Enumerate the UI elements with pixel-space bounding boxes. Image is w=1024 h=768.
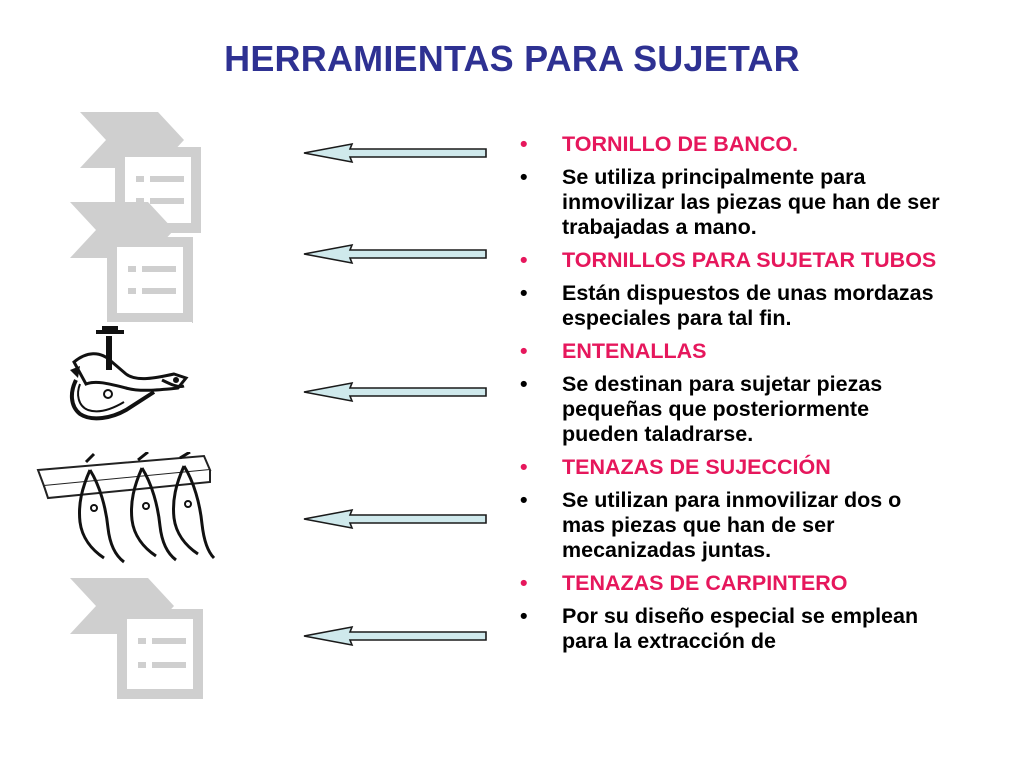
image-placeholder-icon <box>66 576 206 706</box>
bullet-marker: • <box>520 281 528 305</box>
arrow-5 <box>300 624 490 648</box>
list-item-heading <box>520 571 950 596</box>
bullet-list <box>520 132 950 662</box>
list-item-heading <box>520 339 950 364</box>
bullet-marker: • <box>520 455 528 479</box>
list-item-text: TORNILLO DE BANCO. <box>562 132 799 156</box>
image-placeholder-icon <box>66 200 206 330</box>
tenazas-sujeccion-sketch <box>34 452 220 570</box>
arrow-4 <box>300 507 490 531</box>
list-item-description <box>520 604 950 654</box>
list-item-text: Por su diseño especial se emplean para la extracción de <box>562 604 919 653</box>
bullet-marker: • <box>520 248 528 272</box>
list-item-text: Se utiliza principalmente para inmovilizar las piezas que han de ser trabajadas a mano. <box>562 165 940 239</box>
list-item-description <box>520 165 950 240</box>
list-item-text: TENAZAS DE SUJECCIÓN <box>562 455 831 479</box>
list-item-heading <box>520 455 950 480</box>
list-item-text: ENTENALLAS <box>562 339 707 363</box>
bullet-marker: • <box>520 132 528 156</box>
list-item-heading <box>520 248 950 273</box>
list-item-text: TORNILLOS PARA SUJETAR TUBOS <box>562 248 937 272</box>
arrow-2 <box>300 242 490 266</box>
list-item-text: Están dispuestos de unas mordazas especiales para tal fin. <box>562 281 934 330</box>
list-item-text: Se utilizan para inmovilizar dos o mas piezas que han de ser mecanizadas juntas. <box>562 488 902 562</box>
list-item-description <box>520 281 950 331</box>
list-item-description <box>520 488 950 563</box>
slide-title: HERRAMIENTAS PARA SUJETAR <box>224 38 800 79</box>
entenallas-sketch <box>66 322 192 426</box>
list-item-heading <box>520 132 950 157</box>
arrow-1 <box>300 141 490 165</box>
bullet-marker: • <box>520 165 528 189</box>
bullet-marker: • <box>520 372 528 396</box>
bullet-marker: • <box>520 339 528 363</box>
bullet-marker: • <box>520 604 528 628</box>
list-item-text: TENAZAS DE CARPINTERO <box>562 571 848 595</box>
list-item-description <box>520 372 950 447</box>
bullet-marker: • <box>520 571 528 595</box>
list-item-text: Se destinan para sujetar piezas pequeñas que posteriormente pueden taladrarse. <box>562 372 883 446</box>
bullet-marker: • <box>520 488 528 512</box>
arrow-3 <box>300 380 490 404</box>
